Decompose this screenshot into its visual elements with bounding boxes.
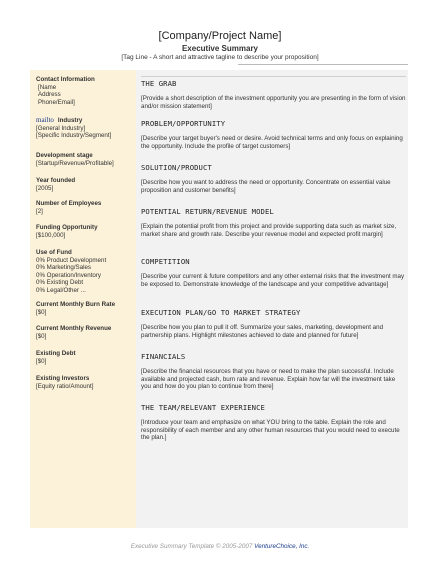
section-title: THE TEAM/RELEVANT EXPERIENCE — [141, 403, 265, 412]
burn-block — [36, 301, 132, 316]
section-execution — [141, 308, 406, 339]
section-text: [Describe the financial resources that you have or need to make the plan successful. Include available and projected cash, burn rate and revenue. Explain how far will the investment take you and how do you plan to continue from there] — [141, 368, 396, 391]
use-of-fund-line: 0% Operation/Inventory — [36, 271, 102, 279]
footer — [0, 543, 440, 550]
industry-label — [36, 117, 132, 125]
use-of-fund-line: 0% Existing Debt — [36, 279, 84, 287]
industry-label-text: Industry — [57, 117, 83, 124]
year-block — [36, 177, 132, 192]
industry-block — [36, 117, 132, 140]
section-text: [Introduce your team and emphasize on what YOU bring to the table. Explain the role and responsibility of each member and any other human resources that you would need to execute the plan.] — [141, 419, 400, 442]
summary-content — [30, 70, 408, 528]
stage-block — [36, 152, 132, 167]
section-return — [141, 207, 406, 238]
header-rule — [238, 64, 408, 65]
section-text: [Describe your current & future competitors and any other external risks that the investment may be exposed to. Demonstrate knowledge of the landscape and your competitive advantage] — [141, 273, 405, 288]
use-of-fund-line: 0% Product Development — [36, 256, 107, 264]
debt-label: Existing Debt — [36, 350, 76, 357]
contact-line: [Name — [38, 83, 57, 91]
year-label: Year founded — [36, 177, 76, 184]
section-team — [141, 403, 406, 442]
section-title: FINANCIALS — [141, 352, 186, 361]
section-financials — [141, 352, 406, 391]
section-competition — [141, 257, 406, 288]
year-value: [2005] — [36, 184, 54, 192]
footer-brand: VentureChoice, Inc. — [254, 543, 310, 550]
section-title: SOLUTION/PRODUCT — [141, 163, 212, 172]
revenue-label: Current Monthly Revenue — [36, 325, 112, 332]
document-header — [0, 30, 440, 61]
burn-value: [$0] — [36, 308, 47, 316]
contact-line: Address — [38, 91, 61, 99]
use-of-fund-line: 0% Marketing/Sales — [36, 264, 92, 272]
use-of-fund-label: Use of Fund — [36, 249, 72, 256]
section-solution — [141, 163, 406, 194]
stage-value: [Startup/Revenue/Profitable] — [36, 159, 114, 167]
section-text: [Describe your target buyer's need or desire. Avoid technical terms and only focus on explaining the opportunity. Include the profile of target customers] — [141, 135, 403, 150]
use-of-fund-line: 0% Legal/Other ... — [36, 286, 86, 294]
debt-value: [$0] — [36, 357, 47, 365]
section-title: EXECUTION PLAN/GO TO MARKET STRATEGY — [141, 308, 301, 317]
document-subtitle: Executive Summary — [181, 44, 259, 53]
employees-value: [2] — [36, 207, 43, 215]
industry-line: [Specific Industry/Segment] — [36, 132, 112, 140]
revenue-block — [36, 325, 132, 340]
investors-value: [Equity ratio/Amount] — [36, 382, 94, 390]
employees-label: Number of Employees — [36, 200, 102, 207]
section-problem — [141, 119, 406, 150]
section-title: POTENTIAL RETURN/REVENUE MODEL — [141, 207, 274, 216]
contact-label: Contact Information — [36, 76, 95, 83]
section-text: [Describe how you want to address the need or opportunity. Concentrate on essential value proposition and customer benefits] — [141, 179, 391, 194]
employees-block — [36, 200, 132, 215]
section-title: PROBLEM/OPPORTUNITY — [141, 119, 226, 128]
contact-lines — [38, 84, 132, 107]
section-text: [Explain the potential profit from this project and provide supporting data such as market size, market share and growth rate. Describe your revenue model and expected profit margin] — [141, 223, 397, 238]
contact-line: Phone/Email] — [38, 98, 75, 106]
funding-value: [$100,000] — [36, 231, 66, 239]
debt-block — [36, 350, 132, 365]
burn-label: Current Monthly Burn Rate — [36, 301, 116, 308]
info-sidebar — [30, 70, 136, 528]
investors-label: Existing Investors — [36, 375, 90, 382]
footer-text: Executive Summary Template © 2005-2007 — [130, 543, 255, 550]
stage-label: Development stage — [36, 152, 93, 159]
tagline: [Tag Line - A short and attractive tagline to describe your proposition] — [121, 54, 319, 61]
section-text: [Provide a short description of the investment opportunity you are presenting in the form of vision and/or mission statement] — [141, 95, 406, 110]
mailto-logo: mailto — [36, 116, 54, 124]
summary-main — [136, 70, 408, 528]
use-of-fund-block — [36, 249, 132, 295]
funding-block — [36, 224, 132, 239]
section-grab — [141, 76, 406, 110]
section-text: [Describe how you plan to pull it off. Summarize your sales, marketing, development and partnership plans. Highlight milestones achieved to date and planned for future] — [141, 324, 384, 339]
section-title: COMPETITION — [141, 257, 190, 266]
investors-block — [36, 375, 132, 390]
industry-line: [General Industry] — [36, 124, 86, 132]
revenue-value: [$0] — [36, 332, 47, 340]
funding-label: Funding Opportunity — [36, 224, 98, 231]
company-name: [Company/Project Name] — [158, 30, 282, 42]
contact-block — [36, 76, 132, 106]
section-title: THE GRAB — [141, 76, 406, 88]
